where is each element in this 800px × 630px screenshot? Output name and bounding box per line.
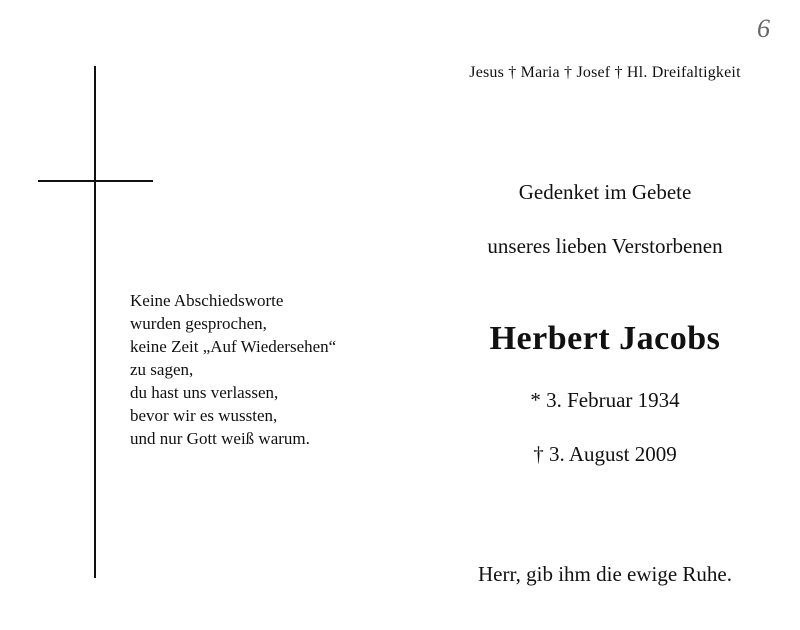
intro-line-2: unseres lieben Verstorbenen (487, 234, 723, 258)
birth-date: * 3. Februar 1934 (530, 388, 680, 412)
poem-line: Keine Abschiedsworte (130, 291, 284, 310)
cross-icon-vertical-bar (94, 66, 96, 578)
cross-icon-horizontal-bar (38, 180, 153, 182)
poem (130, 289, 336, 450)
poem-line: bevor wir es wussten, (130, 406, 278, 425)
deceased-name: Herbert Jacobs (489, 320, 721, 357)
death-date: † 3. August 2009 (533, 442, 677, 466)
poem-line: zu sagen, (130, 360, 194, 379)
intro-line-1: Gedenket im Gebete (518, 180, 692, 204)
poem-line: keine Zeit „Auf Wiedersehen“ (130, 337, 337, 356)
poem-line: wurden gesprochen, (130, 314, 267, 333)
poem-line: und nur Gott weiß warum. (130, 429, 310, 448)
page-number: 6 (757, 14, 770, 43)
poem-line: du hast uns verlassen, (130, 383, 279, 402)
closing-prayer: Herr, gib ihm die ewige Ruhe. (477, 562, 732, 586)
header-invocation: Jesus † Maria † Josef † Hl. Dreifaltigkeit (469, 64, 741, 81)
